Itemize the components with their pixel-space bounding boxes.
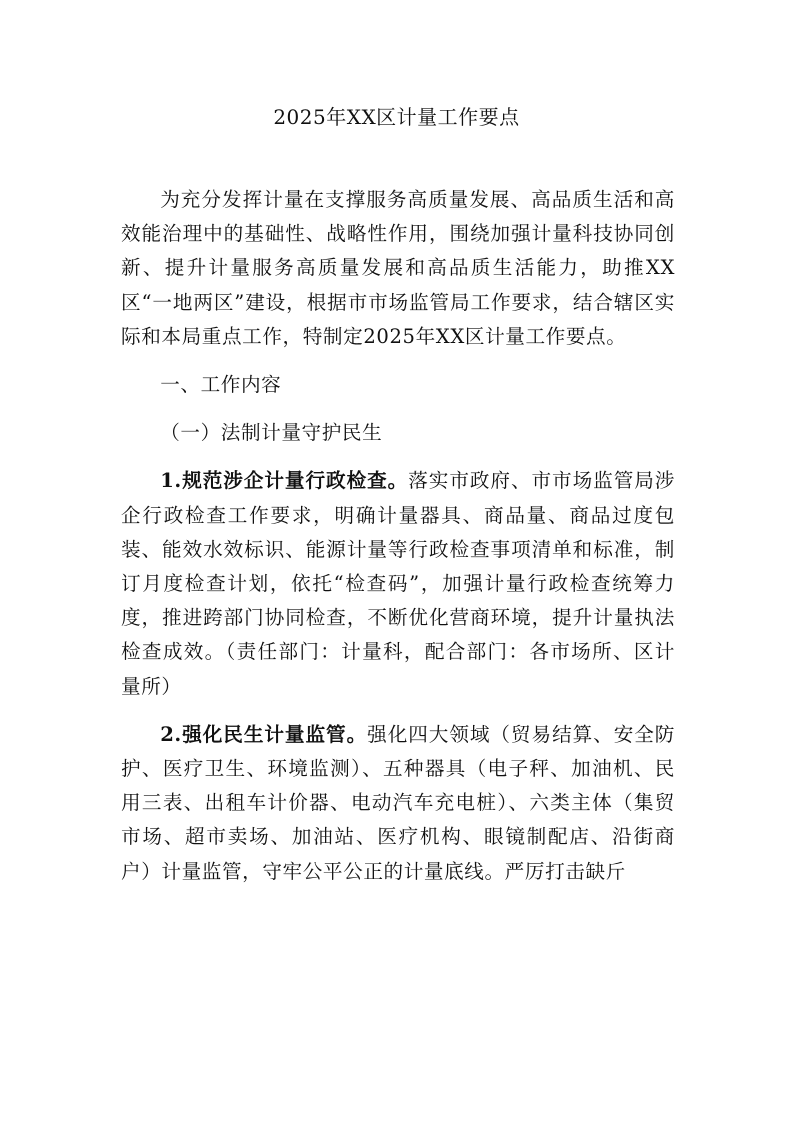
list-item [121,718,675,889]
item-number: 2. [160,722,182,746]
subsection-heading: （一）法制计量守护民生 [160,421,383,445]
item-heading: 规范涉企计量行政检查。 [181,469,409,493]
item-heading: 强化民生计量监管。 [181,722,368,746]
item-text: 落实市政府、市市场监管局涉企行政检查工作要求，明确计量器具、商品量、商品过度包装、能效水效标识、能源计量等行政检查事项清单和标准，制订月度检查计划，依托“检查码”，加强计量行政检查统筹力度，推进跨部门协同检查，不断优化营商环境，提升计量执法检查成效。（责任部门：计量科，配合部门：各市场所、区计量所） [121,469,675,698]
section-heading: 一、工作内容 [160,373,282,397]
document-body [121,183,675,889]
item-number: 1. [160,469,182,493]
document-title: 2025年XX区计量工作要点 [273,105,520,129]
item-text: 强化四大领域（贸易结算、安全防护、医疗卫生、环境监测）、五种器具（电子秤、加油机、民用三表、出租车计价器、电动汽车充电桩）、六类主体（集贸市场、超市卖场、加油站、医疗机构、眼镜制配店、沿街商户）计量监管，守牢公平公正的计量底线。严厉打击缺斤 [121,722,676,883]
intro-paragraph: 为充分发挥计量在支撑服务高质量发展、高品质生活和高效能治理中的基础性、战略性作用，围绕加强计量科技协同创新、提升计量服务高质量发展和高品质生活能力，助推XX区“一地两区”建设，根据市市场监管局工作要求，结合辖区实际和本局重点工作，特制定2025年XX区计量工作要点。 [121,188,675,348]
list-item [121,464,675,703]
